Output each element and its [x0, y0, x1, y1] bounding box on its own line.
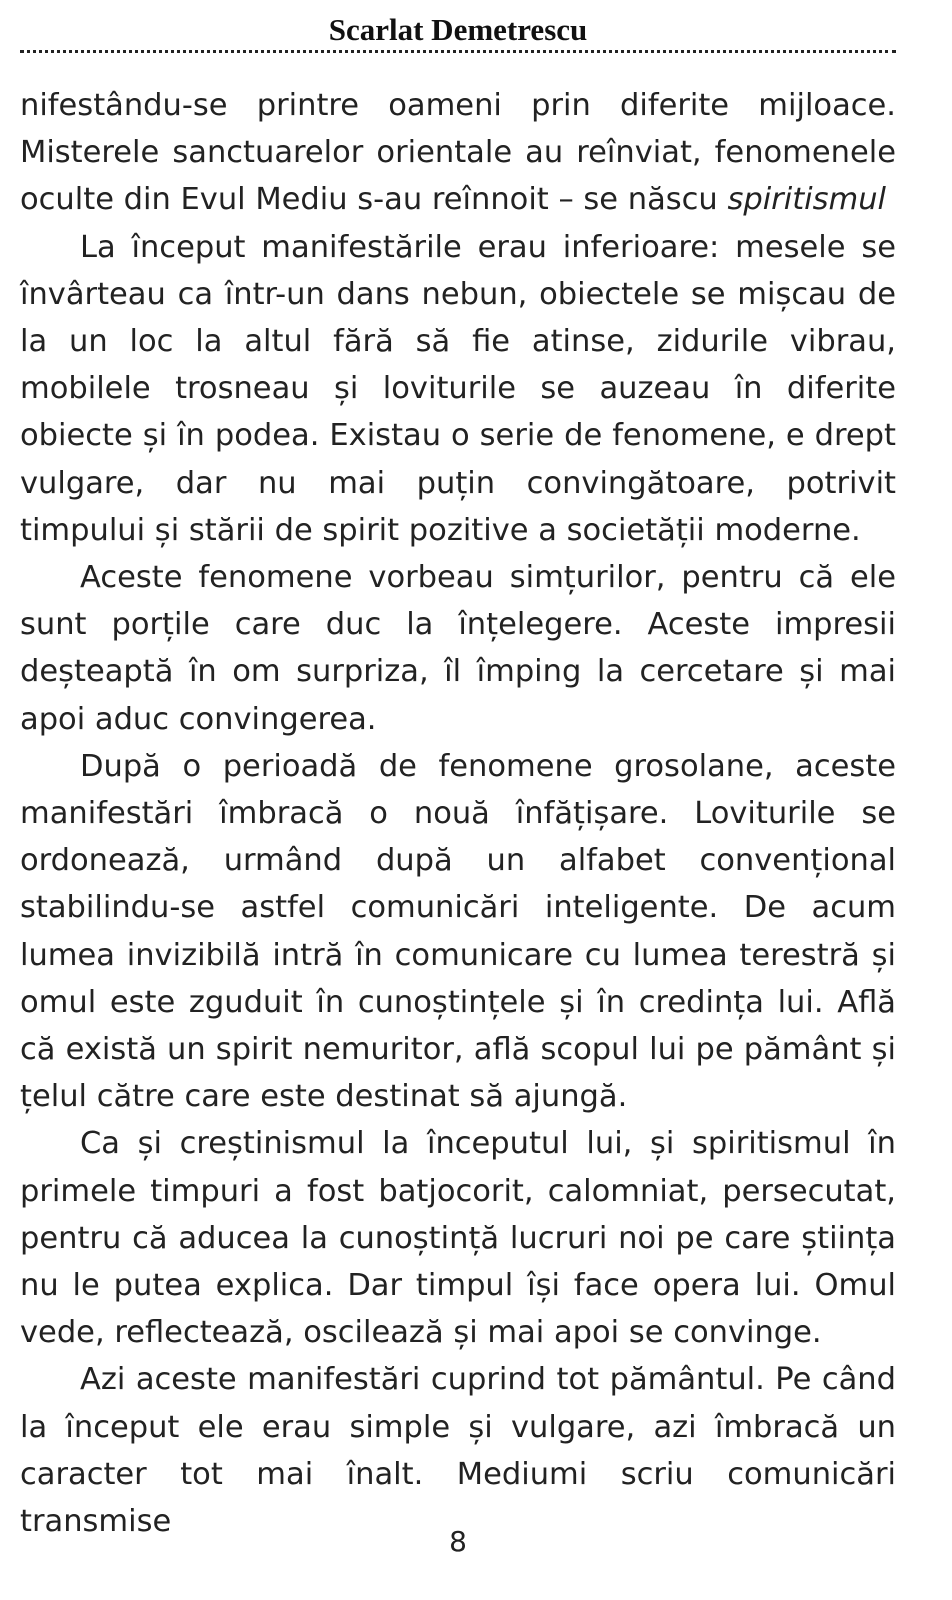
- paragraph-5: Ca și creștinismul la începutul lui, și spiritismul în primele timpuri a fost batjocorit, calomniat, persecutat, pentru că aducea la cunoștință lucruri noi pe care știința nu le putea explica. Dar timpul își face opera lui. Omul vede, reflectează, oscilează și mai apoi se convinge.: [20, 1126, 896, 1351]
- paragraph-1-emphasis: spiritismul: [727, 182, 887, 218]
- paragraph-4: După o perioadă de fenomene grosolane, aceste manifestări îmbracă o nouă înfățișare. Loviturile se ordonează, urmând după un alfabet convențional stabilindu-se astfel comunicări inteligente. De acum lumea invizibilă intră în comunicare cu lumea terestră și omul este zguduit în cunoștințele și în credința lui. Află că există un spirit nemuritor, află scopul lui pe pământ și țelul către care este destinat să ajungă.: [20, 748, 896, 1115]
- body-text: [20, 82, 896, 1545]
- paragraph-6: Azi aceste manifestări cuprind tot pământul. Pe când la început ele erau simple și vulgare, azi îmbracă un caracter tot mai înalt. Mediumi scriu comunicări transmise: [20, 1362, 896, 1540]
- paragraph-2: La început manifestările erau inferioare: mesele se învârteau ca într-un dans nebun, obiectele se mișcau de la un loc la altul fără să fie atinse, zidurile vibrau, mobilele trosneau și loviturile se auzeau în diferite obiecte și în podea. Existau o serie de fenomene, e drept vulgare, dar nu mai puțin convingătoare, potrivit timpului și stării de spirit pozitive a societății moderne.: [20, 229, 896, 548]
- page-number: 8: [449, 1525, 467, 1558]
- paragraph-1-text: nifestându-se printre oameni prin diferite mijloace. Misterele sanctuarelor orientale au reînviat, fenomenele oculte din Evul Mediu s-au reînnoit – se născu: [20, 88, 896, 218]
- book-page: [20, 0, 896, 1600]
- header-dotted-rule: [20, 50, 896, 53]
- paragraph-3: Aceste fenomene vorbeau simțurilor, pentru că ele sunt porțile care duc la înțelegere. Aceste impresii deșteaptă în om surpriza, îl împing la cercetare și mai apoi aduc convingerea.: [20, 560, 896, 737]
- paragraph-1: [20, 82, 896, 224]
- running-header-author: Scarlat Demetrescu: [328, 12, 588, 47]
